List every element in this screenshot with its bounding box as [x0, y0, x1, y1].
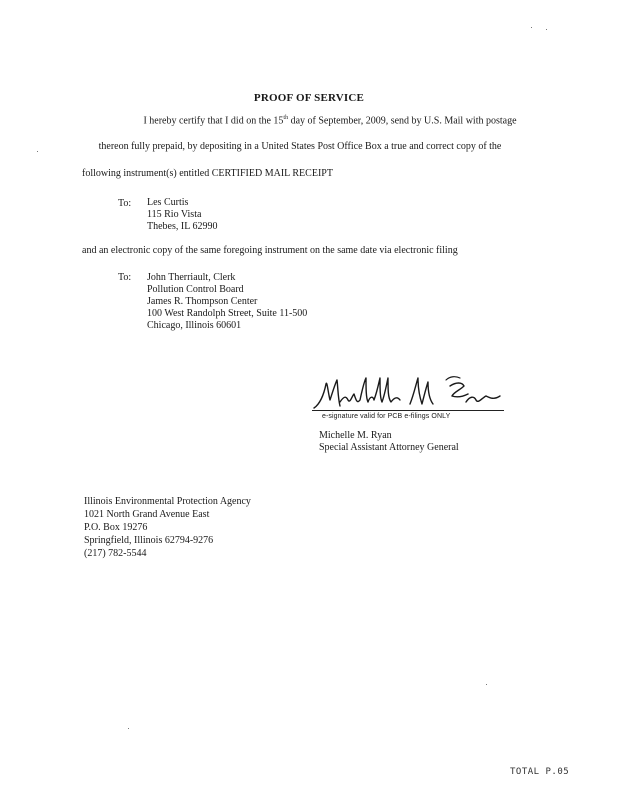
certification-line-1-sup: th	[283, 115, 289, 121]
signature-line	[312, 410, 504, 411]
certification-line-3: following instrument(s) entitled CERTIFIED MAIL RECEIPT	[82, 168, 333, 179]
agency-name: Illinois Environmental Protection Agency	[84, 496, 251, 507]
recipient-1-address	[147, 197, 217, 233]
certification-line-1-post: day of September, 2009, send by U.S. Mail with postage	[288, 115, 517, 127]
recipient-2-city: Chicago, Illinois 60601	[147, 320, 242, 331]
document-title: PROOF OF SERVICE	[253, 92, 365, 104]
scan-speck	[531, 27, 532, 28]
scan-speck	[128, 728, 129, 729]
to-label-2: To:	[118, 272, 132, 283]
electronic-filing-line: and an electronic copy of the same foregoing instrument on the same date via electronic filing	[82, 245, 458, 256]
agency-phone: (217) 782-5544	[84, 548, 147, 559]
certification-line-1	[60, 115, 600, 126]
to-label-1: To:	[118, 198, 132, 209]
scan-speck	[486, 684, 487, 685]
signer-block	[319, 430, 459, 454]
recipient-1-street: 115 Rio Vista	[147, 209, 202, 220]
signer-name: Michelle M. Ryan	[319, 430, 392, 441]
certification-line-2: thereon fully prepaid, by depositing in a United States Post Office Box a true and correct copy of the	[98, 141, 502, 152]
scan-speck	[37, 151, 38, 152]
recipient-2-org: Pollution Control Board	[147, 284, 244, 295]
recipient-2-name: John Therriault, Clerk	[147, 272, 236, 283]
recipient-2-street: 100 West Randolph Street, Suite 11-500	[147, 308, 308, 319]
recipient-2-address	[147, 272, 307, 332]
agency-box: P.O. Box 19276	[84, 522, 148, 533]
signer-title: Special Assistant Attorney General	[319, 442, 459, 453]
certification-line-1-pre: I hereby certify that I did on the 15	[143, 115, 284, 127]
recipient-1-name: Les Curtis	[147, 197, 189, 208]
handwritten-signature	[310, 374, 510, 414]
agency-street: 1021 North Grand Avenue East	[84, 509, 210, 520]
scan-speck	[546, 29, 547, 30]
fax-total-pages: TOTAL P.05	[510, 767, 570, 777]
recipient-1-city: Thebes, IL 62990	[147, 221, 218, 232]
agency-address	[84, 495, 251, 560]
agency-city: Springfield, Illinois 62794-9276	[84, 535, 214, 546]
recipient-2-building: James R. Thompson Center	[147, 296, 258, 307]
signature-note: e-signature valid for PCB e-filings ONLY	[322, 413, 451, 420]
